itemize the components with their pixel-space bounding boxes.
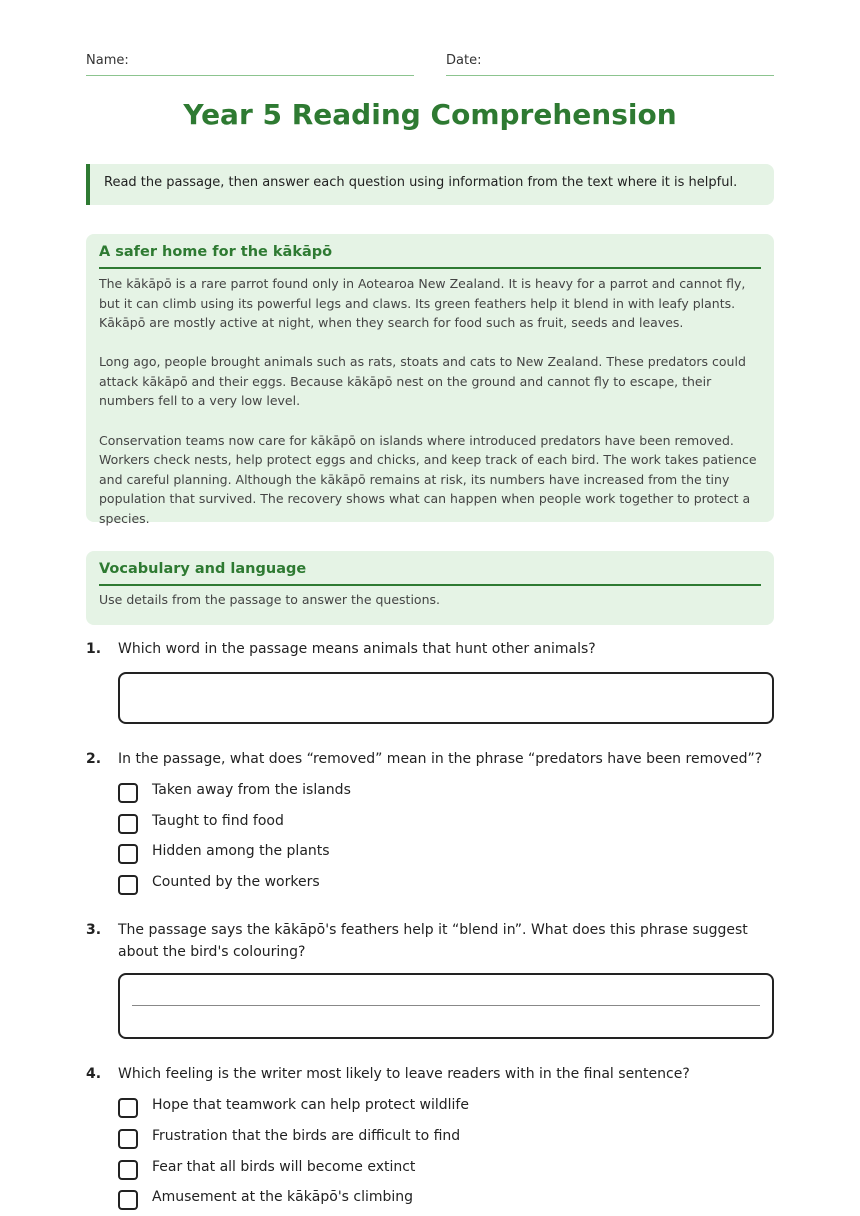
option-label: Taken away from the islands [152, 782, 351, 798]
vocab-note: Use details from the passage to answer the questions. [99, 592, 440, 607]
option-item[interactable] [118, 844, 758, 868]
passage-heading: A safer home for the kākāpō [99, 244, 761, 269]
answer-box[interactable] [118, 973, 774, 1039]
option-item[interactable] [118, 875, 758, 899]
option-item[interactable] [118, 814, 758, 838]
vocab-heading: Vocabulary and language [99, 561, 761, 586]
option-item[interactable] [118, 1098, 758, 1122]
passage-card [86, 234, 774, 526]
name-label: Name: [86, 53, 129, 68]
option-label: Amusement at the kākāpō's climbing [152, 1189, 414, 1205]
question-text: Which feeling is the writer most likely to leave readers with in the final sentence? [118, 1066, 690, 1082]
name-date-row [86, 53, 774, 76]
question-number: 3. [86, 922, 102, 938]
page-title: Year 5 Reading Comprehension [183, 98, 677, 131]
checkbox[interactable] [118, 1160, 138, 1180]
option-label: Taught to find food [152, 813, 284, 829]
name-field[interactable] [86, 53, 414, 76]
answer-box[interactable] [118, 672, 774, 724]
option-item[interactable] [118, 1190, 758, 1214]
answer-line [132, 1005, 760, 1006]
checkbox[interactable] [118, 1098, 138, 1118]
question-text: The passage says the kākāpō's feathers help it “blend in”. What does this phrase suggest about the bird's colouring? [118, 922, 748, 960]
checkbox[interactable] [118, 1129, 138, 1149]
option-item[interactable] [118, 783, 758, 807]
vocab-section-card [86, 551, 774, 625]
option-label: Counted by the workers [152, 874, 320, 890]
passage-paragraph: The kākāpō is a rare parrot found only in Aotearoa New Zealand. It is heavy for a parrot and cannot fly, but it can climb using its powerful legs and claws. Its green feathers help it blend in with leafy plants. Kākāpō are mostly active at night, when they search for food such as fruit, seeds and leaves. [99, 276, 746, 331]
option-label: Frustration that the birds are difficult to find [152, 1128, 461, 1144]
passage-paragraph: Conservation teams now care for kākāpō on islands where introduced predators have been removed. Workers check nests, help protect eggs and chicks, and keep track of each bird. The work takes patience and careful planning. Although the kākāpō remains at risk, its numbers have increased from the tiny population that survived. The recovery shows what can happen when people work together to protect a species. [99, 432, 757, 526]
question-text: Which word in the passage means animals that hunt other animals? [118, 641, 596, 657]
passage-paragraph: Long ago, people brought animals such as rats, stoats and cats to New Zealand. These predators could attack kākāpō and their eggs. Because kākāpō nest on the ground and cannot fly to escape, their numbers fell to a very low level. [99, 354, 746, 409]
option-item[interactable] [118, 1129, 758, 1153]
option-item[interactable] [118, 1160, 758, 1184]
question-number: 1. [86, 641, 102, 657]
question-number: 4. [86, 1066, 102, 1082]
option-label: Hidden among the plants [152, 843, 330, 859]
date-label: Date: [446, 53, 482, 68]
option-label: Hope that teamwork can help protect wildlife [152, 1097, 469, 1113]
date-field[interactable] [446, 53, 774, 76]
checkbox[interactable] [118, 844, 138, 864]
option-label: Fear that all birds will become extinct [152, 1159, 416, 1175]
passage-body [99, 269, 761, 529]
instructions-banner: Read the passage, then answer each question using information from the text where it is helpful. [86, 164, 774, 205]
question-number: 2. [86, 751, 102, 767]
checkbox[interactable] [118, 875, 138, 895]
question-text: In the passage, what does “removed” mean in the phrase “predators have been removed”? [118, 751, 763, 767]
checkbox[interactable] [118, 1190, 138, 1210]
checkbox[interactable] [118, 783, 138, 803]
checkbox[interactable] [118, 814, 138, 834]
